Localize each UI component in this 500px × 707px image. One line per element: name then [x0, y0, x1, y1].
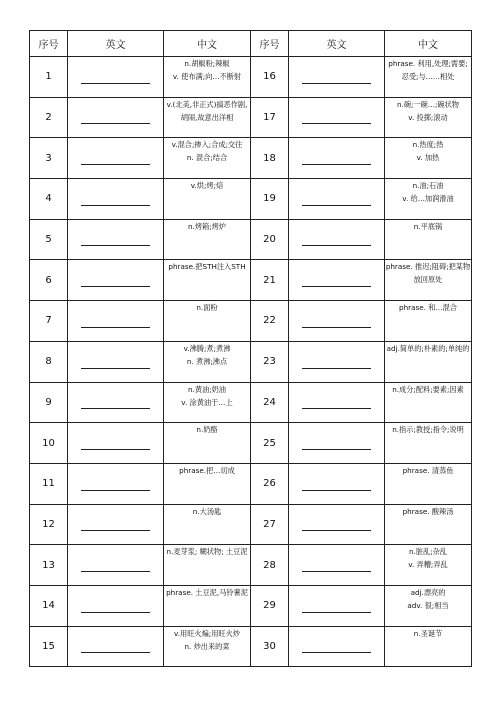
chinese-definition: n.圣诞节 [385, 626, 472, 667]
answer-blank-line[interactable] [81, 449, 150, 450]
row-number: 9 [30, 382, 68, 423]
row-number: 22 [251, 301, 289, 342]
chinese-definition: n.成分;配料;要素;因素 [385, 382, 472, 423]
table-row [30, 341, 472, 382]
english-answer-cell[interactable] [68, 545, 164, 586]
chinese-definition: adj.简单的;朴素的;单纯的 [385, 341, 472, 382]
table-row [30, 504, 472, 545]
row-number: 25 [251, 423, 289, 464]
row-number: 11 [30, 463, 68, 504]
row-number: 30 [251, 626, 289, 667]
chinese-definition: n.热度;热 v. 加热 [385, 138, 472, 179]
answer-blank-line[interactable] [302, 490, 371, 491]
answer-blank-line[interactable] [302, 164, 371, 165]
row-number: 7 [30, 301, 68, 342]
chinese-definition: phrase. 推迟;阻碍;把某物放回原处 [385, 260, 472, 301]
table-row [30, 260, 472, 301]
answer-blank-line[interactable] [81, 530, 150, 531]
chinese-definition: adj.漂亮的 adv. 很;相当 [385, 585, 472, 626]
chinese-definition: v.沸腾;煮;煮沸 n. 煮沸;沸点 [164, 341, 251, 382]
answer-blank-line[interactable] [81, 164, 150, 165]
row-number: 27 [251, 504, 289, 545]
answer-blank-line[interactable] [302, 245, 371, 246]
english-answer-cell[interactable] [68, 585, 164, 626]
table-row [30, 463, 472, 504]
row-number: 19 [251, 179, 289, 220]
table-row [30, 179, 472, 220]
row-number: 15 [30, 626, 68, 667]
chinese-definition: n.大汤匙 [164, 504, 251, 545]
english-answer-cell[interactable] [68, 463, 164, 504]
row-number: 12 [30, 504, 68, 545]
chinese-definition: n.脏乱;杂乱 v. 弄糟;弄乱 [385, 545, 472, 586]
chinese-definition: n.碗;一碗…;碗状物 v. 投掷;滚动 [385, 97, 472, 138]
table-row [30, 423, 472, 464]
answer-blank-line[interactable] [302, 83, 371, 84]
chinese-definition: n.油;石油 v. 给…加润滑油 [385, 179, 472, 220]
row-number: 13 [30, 545, 68, 586]
row-number: 14 [30, 585, 68, 626]
header-chinese-left: 中文 [164, 31, 251, 57]
english-answer-cell[interactable] [68, 341, 164, 382]
answer-blank-line[interactable] [302, 612, 371, 613]
header-row [30, 31, 472, 57]
english-answer-cell[interactable] [68, 260, 164, 301]
row-number: 24 [251, 382, 289, 423]
chinese-definition: phrase. 酸辣汤 [385, 504, 472, 545]
header-english-left: 英文 [68, 31, 164, 57]
table-row [30, 57, 472, 98]
row-number: 26 [251, 463, 289, 504]
english-answer-cell[interactable] [289, 301, 385, 342]
chinese-definition: phrase. 利用,处理;需要;忍受;与……相处 [385, 57, 472, 98]
chinese-definition: v.烘;烤;焙 [164, 179, 251, 220]
chinese-definition: phrase. 土豆泥,马铃薯泥 [164, 585, 251, 626]
row-number: 2 [30, 97, 68, 138]
table-row [30, 626, 472, 667]
row-number: 5 [30, 219, 68, 260]
answer-blank-line[interactable] [81, 205, 150, 206]
chinese-definition: n.平底锅 [385, 219, 472, 260]
answer-blank-line[interactable] [302, 123, 371, 124]
row-number: 3 [30, 138, 68, 179]
chinese-definition: v.(北美,非正式)搞恶作剧,胡闹,故意出洋相 [164, 97, 251, 138]
row-number: 17 [251, 97, 289, 138]
answer-blank-line[interactable] [81, 245, 150, 246]
header-chinese-right: 中文 [385, 31, 472, 57]
english-answer-cell[interactable] [68, 179, 164, 220]
header-num-right: 序号 [251, 31, 289, 57]
chinese-definition: phrase. 和…混合 [385, 301, 472, 342]
answer-blank-line[interactable] [302, 327, 371, 328]
english-answer-cell[interactable] [68, 504, 164, 545]
row-number: 4 [30, 179, 68, 220]
chinese-definition: n.烤箱;烤炉 [164, 219, 251, 260]
english-answer-cell[interactable] [289, 423, 385, 464]
english-answer-cell[interactable] [289, 382, 385, 423]
header-num-left: 序号 [30, 31, 68, 57]
english-answer-cell[interactable] [289, 585, 385, 626]
english-answer-cell[interactable] [289, 504, 385, 545]
english-answer-cell[interactable] [68, 626, 164, 667]
answer-blank-line[interactable] [302, 652, 371, 653]
answer-blank-line[interactable] [81, 368, 150, 369]
row-number: 20 [251, 219, 289, 260]
row-number: 6 [30, 260, 68, 301]
table-row [30, 138, 472, 179]
answer-blank-line[interactable] [302, 449, 371, 450]
row-number: 29 [251, 585, 289, 626]
chinese-definition: phrase.把…切成 [164, 463, 251, 504]
english-answer-cell[interactable] [68, 301, 164, 342]
row-number: 18 [251, 138, 289, 179]
answer-blank-line[interactable] [302, 571, 371, 572]
answer-blank-line[interactable] [81, 83, 150, 84]
table-row [30, 585, 472, 626]
row-number: 10 [30, 423, 68, 464]
vocabulary-table [29, 30, 472, 667]
english-answer-cell[interactable] [68, 138, 164, 179]
answer-blank-line[interactable] [302, 368, 371, 369]
english-answer-cell[interactable] [289, 341, 385, 382]
row-number: 28 [251, 545, 289, 586]
english-answer-cell[interactable] [289, 97, 385, 138]
english-answer-cell[interactable] [68, 57, 164, 98]
table-row [30, 301, 472, 342]
answer-blank-line[interactable] [302, 530, 371, 531]
answer-blank-line[interactable] [81, 123, 150, 124]
chinese-definition: v.混合;掺入;合成;交往 n. 混合;结合 [164, 138, 251, 179]
answer-blank-line[interactable] [81, 571, 150, 572]
chinese-definition: n.指示;教授;指令;说明 [385, 423, 472, 464]
table-row [30, 382, 472, 423]
answer-blank-line[interactable] [302, 205, 371, 206]
chinese-definition: n.奶酪 [164, 423, 251, 464]
english-answer-cell[interactable] [289, 260, 385, 301]
answer-blank-line[interactable] [302, 408, 371, 409]
answer-blank-line[interactable] [81, 408, 150, 409]
english-answer-cell[interactable] [289, 179, 385, 220]
english-answer-cell[interactable] [68, 382, 164, 423]
row-number: 23 [251, 341, 289, 382]
chinese-definition: n.胡椒粉;辣椒 v. 使布满;向…不断射 [164, 57, 251, 98]
english-answer-cell[interactable] [68, 97, 164, 138]
chinese-definition: phrase.把STH注入STH [164, 260, 251, 301]
answer-blank-line[interactable] [81, 286, 150, 287]
english-answer-cell[interactable] [289, 57, 385, 98]
english-answer-cell[interactable] [68, 423, 164, 464]
english-answer-cell[interactable] [289, 626, 385, 667]
row-number: 21 [251, 260, 289, 301]
english-answer-cell[interactable] [289, 545, 385, 586]
header-english-right: 英文 [289, 31, 385, 57]
answer-blank-line[interactable] [81, 652, 150, 653]
chinese-definition: n.麦芽浆; 糊状物; 土豆泥 [164, 545, 251, 586]
chinese-definition: n.黄油;奶油 v. 涂黄油于…上 [164, 382, 251, 423]
table-row [30, 219, 472, 260]
chinese-definition: phrase. 清蒸鱼 [385, 463, 472, 504]
english-answer-cell[interactable] [68, 219, 164, 260]
english-answer-cell[interactable] [289, 138, 385, 179]
answer-blank-line[interactable] [81, 490, 150, 491]
row-number: 16 [251, 57, 289, 98]
row-number: 1 [30, 57, 68, 98]
english-answer-cell[interactable] [289, 219, 385, 260]
chinese-definition: n.面粉 [164, 301, 251, 342]
answer-blank-line[interactable] [302, 286, 371, 287]
answer-blank-line[interactable] [81, 327, 150, 328]
answer-blank-line[interactable] [81, 612, 150, 613]
row-number: 8 [30, 341, 68, 382]
chinese-definition: v.用旺火煸;用旺火炒 n. 炒出来的菜 [164, 626, 251, 667]
table-row [30, 545, 472, 586]
table-row [30, 97, 472, 138]
english-answer-cell[interactable] [289, 463, 385, 504]
